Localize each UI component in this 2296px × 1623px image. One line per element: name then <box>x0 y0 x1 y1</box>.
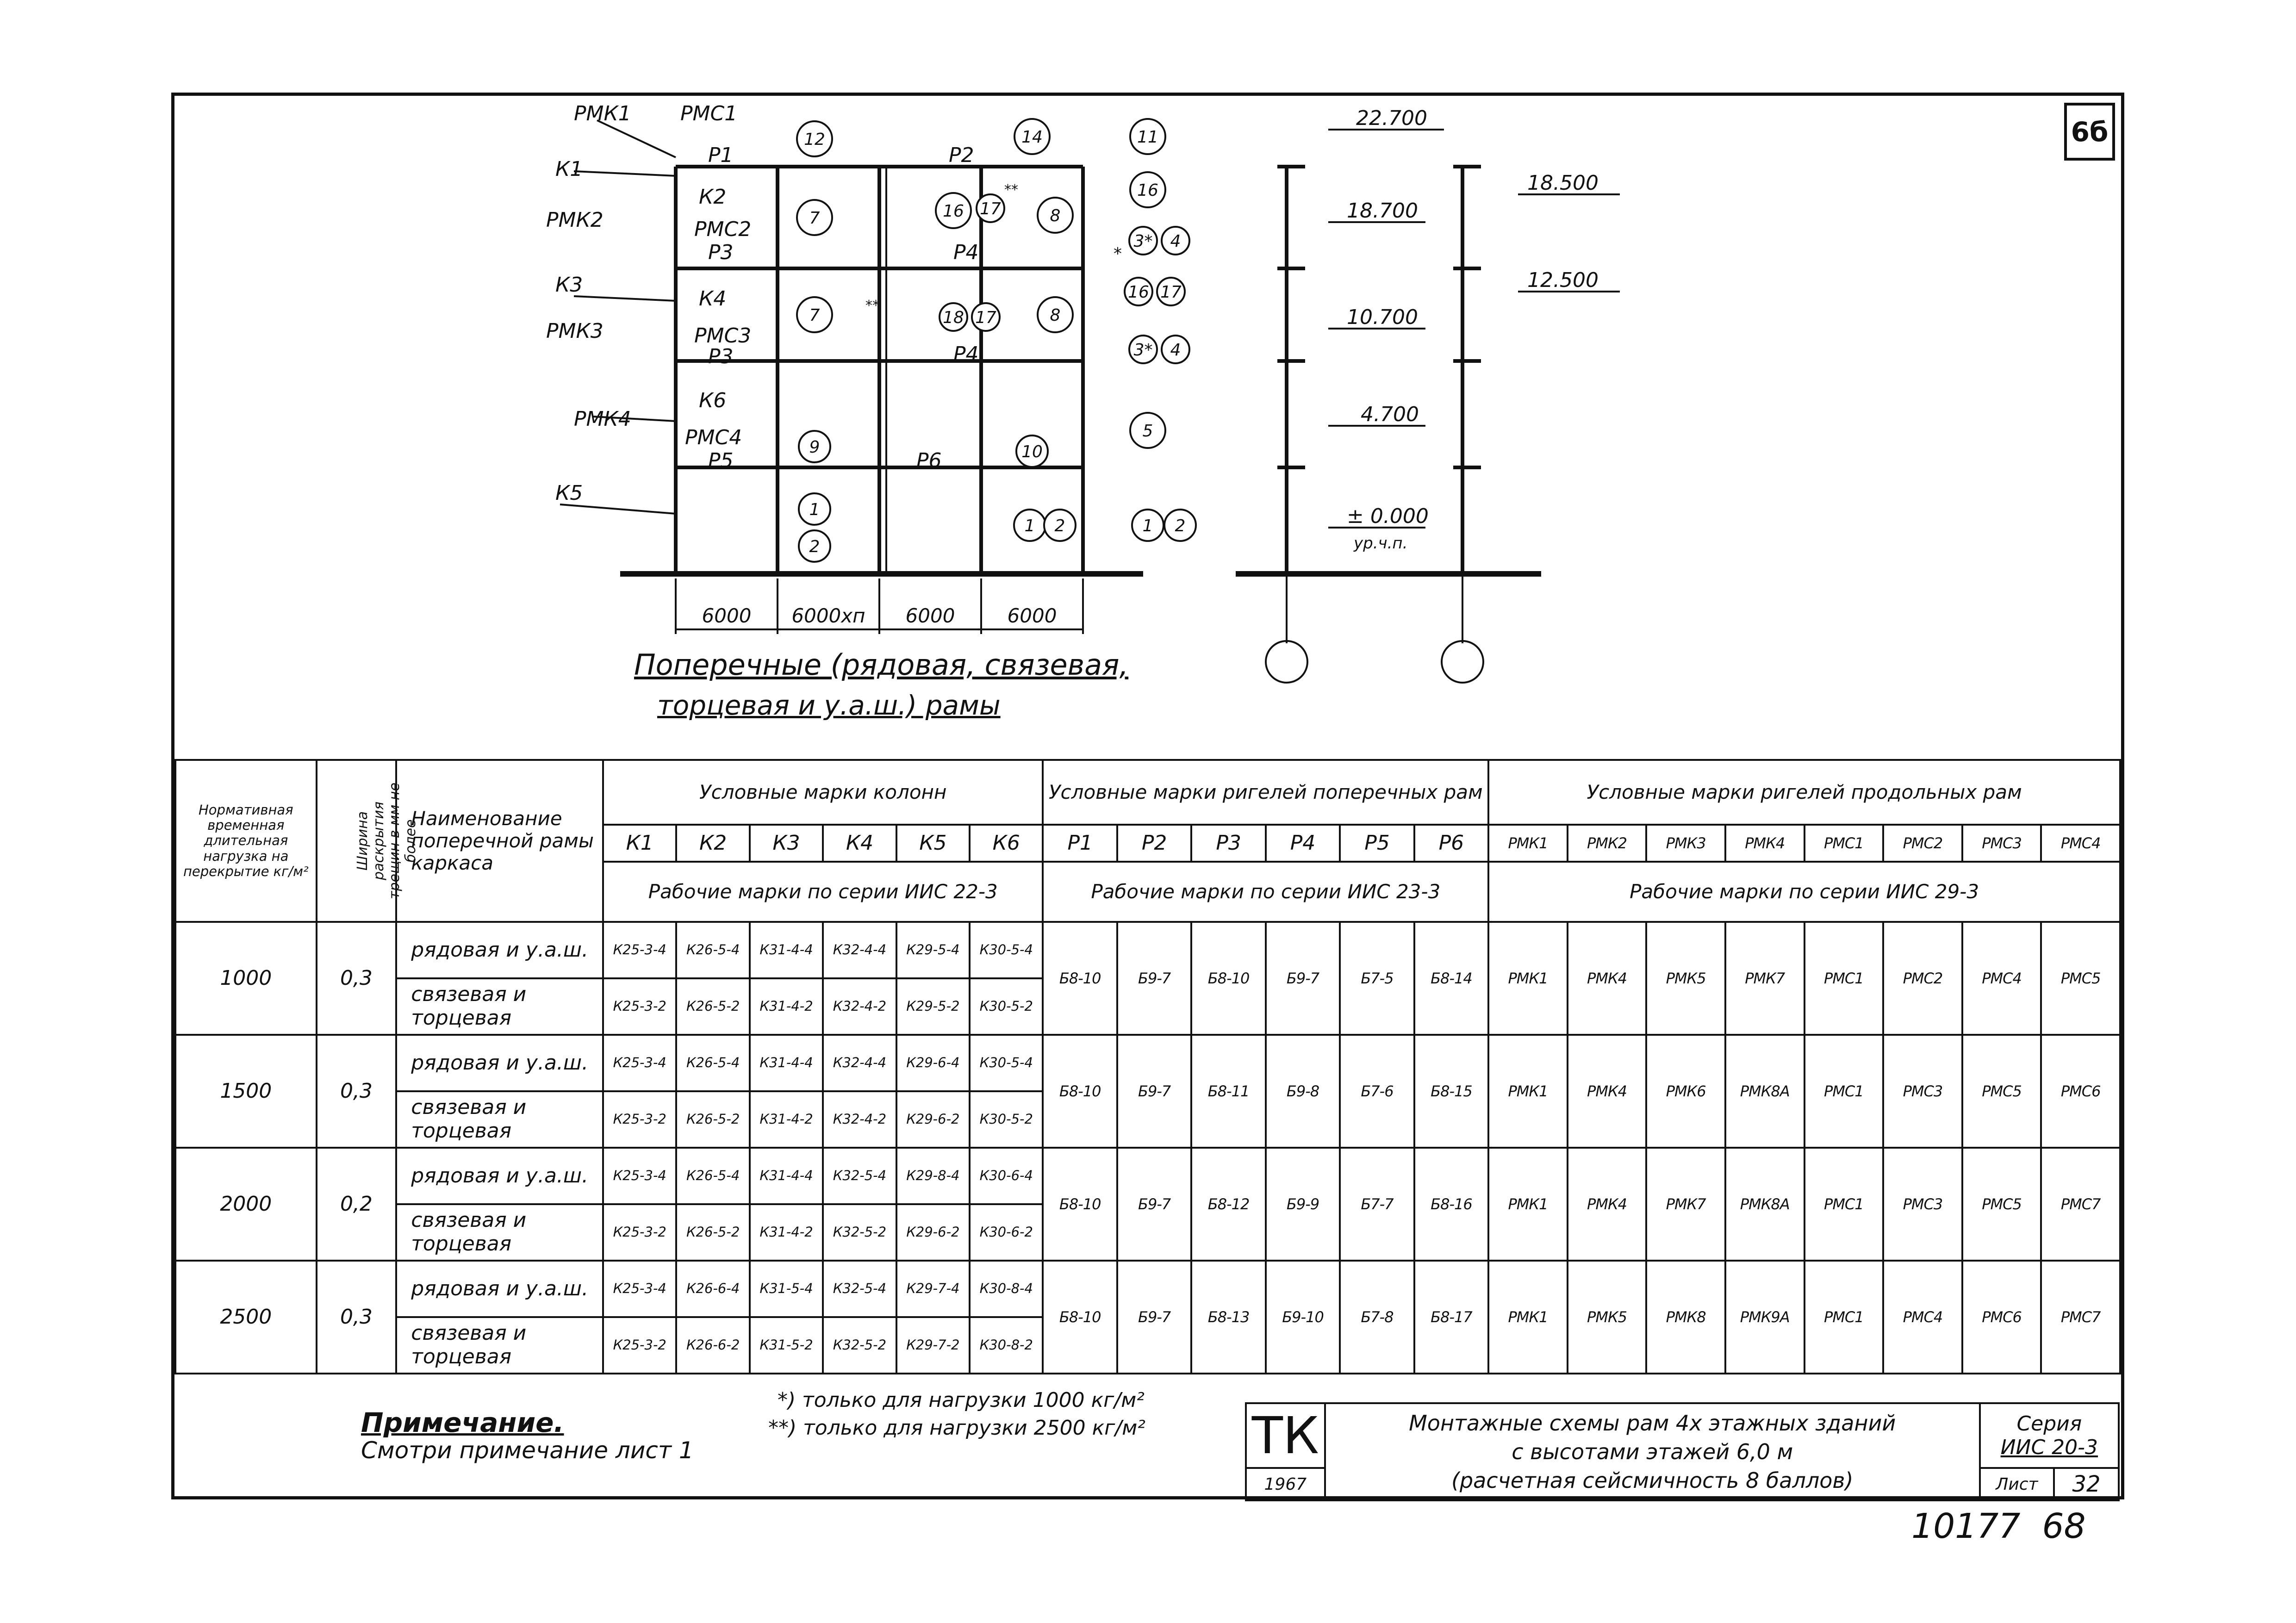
long-mark: РМС1 <box>1804 825 1884 862</box>
column-value: К26-5-2 <box>676 978 749 1035</box>
long-mark: РМС3 <box>1962 825 2041 862</box>
column-value: К31-4-2 <box>750 978 823 1035</box>
label-rmc1: РМС1 <box>680 102 738 125</box>
column-mark: К4 <box>823 825 896 862</box>
column-mark: К6 <box>970 825 1043 862</box>
circle-label: 4 <box>1170 341 1181 360</box>
column-value: К31-5-4 <box>750 1261 823 1317</box>
label-k3: К3 <box>555 273 583 297</box>
beam-value: Б9-7 <box>1117 1261 1191 1374</box>
column-value: К30-5-4 <box>970 1035 1043 1091</box>
long-beam-value: РМС1 <box>1804 1035 1884 1148</box>
long-beam-value: РМС1 <box>1804 1261 1884 1374</box>
columns-series: Рабочие марки по серии ИИС 22-3 <box>603 862 1043 922</box>
circle-label: 16 <box>1128 283 1149 302</box>
long-beam-value: РМК4 <box>1568 1148 1647 1261</box>
beams-series: Рабочие марки по серии ИИС 23-3 <box>1043 862 1488 922</box>
label-k4: К4 <box>699 287 727 311</box>
beam-value: Б8-13 <box>1191 1261 1265 1374</box>
beam-value: Б8-10 <box>1043 922 1117 1035</box>
column-value: К32-5-2 <box>823 1317 896 1374</box>
column-value: К29-6-2 <box>896 1204 970 1261</box>
header-crack: Ширина раскрытия трещин в мм не более <box>317 760 397 922</box>
column-value: К26-5-2 <box>676 1204 749 1261</box>
column-value: К31-4-4 <box>750 922 823 978</box>
circle-label: 2 <box>1054 516 1065 535</box>
label-rmk2: РМК2 <box>546 208 604 232</box>
stamp-series: Серия ИИС 20-3 <box>1980 1403 2119 1468</box>
column-value: К31-5-2 <box>750 1317 823 1374</box>
beam-value: Б9-7 <box>1117 1148 1191 1261</box>
column-value: К25-3-4 <box>603 1148 676 1204</box>
header-frame-name: Наименование поперечной рамы каркаса <box>396 760 603 922</box>
elev-floor-level: ур.ч.п. <box>1354 534 1408 553</box>
beam-value: Б7-7 <box>1340 1148 1414 1261</box>
long-beam-value: РМК1 <box>1488 1261 1568 1374</box>
frame-name-tie: связевая и торцевая <box>396 1204 603 1261</box>
circle-label: 3* <box>1133 341 1153 360</box>
column-value: К25-3-2 <box>603 978 676 1035</box>
label-k6: К6 <box>699 389 727 412</box>
note-text: Смотри примечание лист 1 <box>361 1437 694 1464</box>
long-beam-value: РМС4 <box>1962 922 2041 1035</box>
long-beam-value: РМС6 <box>1962 1261 2041 1374</box>
frame-name-ordinary: рядовая и у.а.ш. <box>396 1035 603 1091</box>
column-mark: К3 <box>750 825 823 862</box>
long-beam-value: РМК1 <box>1488 1035 1568 1148</box>
stamp-title: Монтажные схемы рам 4х этажных зданий с высотами этажей 6,0 м (расчетная сейсмичность 8 баллов) <box>1325 1403 1980 1500</box>
load-value: 1500 <box>175 1035 317 1148</box>
column-value: К31-4-2 <box>750 1091 823 1148</box>
column-value: К26-5-4 <box>676 1035 749 1091</box>
beam-value: Б9-10 <box>1266 1261 1340 1374</box>
frame-name-tie: связевая и торцевая <box>396 978 603 1035</box>
load-value: 2000 <box>175 1148 317 1261</box>
header-beams-group: Условные марки ригелей поперечных рам <box>1043 760 1488 825</box>
circle-label: 17 <box>980 199 1001 218</box>
long-mark: РМС2 <box>1883 825 1962 862</box>
circle-label: 10 <box>1021 442 1043 461</box>
long-beam-value: РМС6 <box>2041 1035 2120 1148</box>
long-beam-value: РМК1 <box>1488 922 1568 1035</box>
column-value: К25-3-4 <box>603 922 676 978</box>
circle-label: 9 <box>809 438 820 457</box>
label-rmk4: РМК4 <box>574 407 631 431</box>
label-p1: Р1 <box>708 143 734 167</box>
beam-value: Б9-9 <box>1266 1148 1340 1261</box>
frame-caption-line1: Поперечные (рядовая, связевая, <box>634 648 1129 682</box>
circle-label: 16 <box>943 202 964 221</box>
span-label: 6000хп <box>791 604 865 627</box>
column-value: К32-4-2 <box>823 978 896 1035</box>
frame-caption-line2: торцевая и у.а.ш.) рамы <box>657 690 1001 721</box>
long-mark: РМК3 <box>1646 825 1725 862</box>
column-value: К25-3-2 <box>603 1204 676 1261</box>
column-mark: К1 <box>603 825 676 862</box>
circle-label: 11 <box>1137 128 1158 147</box>
elev-22700: 22.700 <box>1356 106 1427 130</box>
column-value: К32-4-4 <box>823 922 896 978</box>
circle-label: 12 <box>804 130 825 149</box>
header-columns-group: Условные марки колонн <box>603 760 1043 825</box>
column-value: К32-5-4 <box>823 1261 896 1317</box>
circle-label: * <box>1114 244 1122 263</box>
label-rmk1: РМК1 <box>574 102 631 125</box>
circle-label: 1 <box>809 500 820 519</box>
crack-value: 0,3 <box>317 1035 397 1148</box>
beam-mark: Р2 <box>1117 825 1191 862</box>
column-value: К30-6-4 <box>970 1148 1043 1204</box>
long-beam-value: РМК1 <box>1488 1148 1568 1261</box>
header-load: Нормативная временная длительная нагрузка на перекрытие кг/м² <box>175 760 317 922</box>
note-star1: *) только для нагрузки 1000 кг/м² <box>778 1388 1145 1412</box>
circle-label: 1 <box>1142 516 1153 535</box>
column-value: К30-5-2 <box>970 978 1043 1035</box>
frame-scheme <box>546 102 1217 634</box>
column-value: К29-6-4 <box>896 1035 970 1091</box>
elev-18700: 18.700 <box>1347 199 1418 223</box>
beam-mark: Р6 <box>1414 825 1488 862</box>
crack-value: 0,3 <box>317 1261 397 1374</box>
stamp-sheet-number: 32 <box>2054 1468 2119 1500</box>
long-beam-value: РМС7 <box>2041 1261 2120 1374</box>
column-value: К32-4-2 <box>823 1091 896 1148</box>
label-rmc2: РМС2 <box>694 218 752 241</box>
label-k2: К2 <box>699 185 727 209</box>
section-scheme <box>1222 102 1638 690</box>
label-double-star-b: ** <box>865 298 879 314</box>
label-p3-b: Р3 <box>708 345 734 368</box>
long-beam-value: РМС7 <box>2041 1148 2120 1261</box>
circle-label: 3* <box>1133 232 1153 251</box>
circle-label: 17 <box>975 308 996 327</box>
long-beam-value: РМК5 <box>1646 922 1725 1035</box>
column-value: К32-5-4 <box>823 1148 896 1204</box>
span-label: 6000 <box>1007 604 1057 627</box>
beam-value: Б8-11 <box>1191 1035 1265 1148</box>
long-beam-value: РМК4 <box>1568 922 1647 1035</box>
long-beam-value: РМС1 <box>1804 922 1884 1035</box>
beam-mark: Р4 <box>1266 825 1340 862</box>
span-label: 6000 <box>702 604 752 627</box>
long-beam-value: РМС4 <box>1883 1261 1962 1374</box>
circle-label: 2 <box>809 537 820 556</box>
column-value: К30-8-4 <box>970 1261 1043 1317</box>
circle-label: 7 <box>809 209 820 228</box>
long-beam-value: РМС5 <box>1962 1035 2041 1148</box>
beam-mark: Р1 <box>1043 825 1117 862</box>
column-value: К29-5-2 <box>896 978 970 1035</box>
label-rmk3: РМК3 <box>546 319 604 343</box>
circle-label: 1 <box>1024 516 1035 535</box>
long-beam-value: РМС5 <box>1962 1148 2041 1261</box>
beam-value: Б8-10 <box>1043 1261 1117 1374</box>
load-value: 1000 <box>175 922 317 1035</box>
column-value: К29-7-4 <box>896 1261 970 1317</box>
column-value: К30-5-4 <box>970 922 1043 978</box>
label-p4-b: Р4 <box>953 342 979 366</box>
column-value: К26-5-4 <box>676 1148 749 1204</box>
long-beam-value: РМС5 <box>2041 922 2120 1035</box>
circle-label: 17 <box>1160 283 1182 302</box>
column-value: К25-3-2 <box>603 1091 676 1148</box>
circle-label: 18 <box>943 308 964 327</box>
elev-10700: 10.700 <box>1347 305 1418 329</box>
column-value: К29-7-2 <box>896 1317 970 1374</box>
long-beam-value: РМС3 <box>1883 1035 1962 1148</box>
long-beam-value: РМК7 <box>1646 1148 1725 1261</box>
elev-18500: 18.500 <box>1527 171 1599 195</box>
frame-name-ordinary: рядовая и у.а.ш. <box>396 1148 603 1204</box>
label-p4-a: Р4 <box>953 241 979 264</box>
label-p2: Р2 <box>949 143 974 167</box>
label-k1: К1 <box>555 157 583 181</box>
beam-mark: Р5 <box>1340 825 1414 862</box>
long-beam-value: РМК6 <box>1646 1035 1725 1148</box>
beam-value: Б8-10 <box>1043 1148 1117 1261</box>
column-value: К25-3-4 <box>603 1035 676 1091</box>
long-mark: РМК4 <box>1725 825 1804 862</box>
title-block <box>1245 1402 2120 1501</box>
crack-value: 0,2 <box>317 1148 397 1261</box>
beam-value: Б8-12 <box>1191 1148 1265 1261</box>
stamp-sheet-label: Лист <box>1980 1468 2054 1500</box>
crack-value: 0,3 <box>317 922 397 1035</box>
tk-logo: ТК <box>1246 1403 1325 1468</box>
long-beam-value: РМК8А <box>1725 1035 1804 1148</box>
long-beam-value: РМК8А <box>1725 1148 1804 1261</box>
note-title: Примечание. <box>361 1407 564 1438</box>
column-mark: К2 <box>676 825 749 862</box>
circle-label: 16 <box>1137 181 1158 200</box>
long-beam-value: РМК4 <box>1568 1035 1647 1148</box>
beam-value: Б7-6 <box>1340 1035 1414 1148</box>
spec-table <box>174 759 2121 1374</box>
label-p6: Р6 <box>916 449 942 473</box>
label-k5: К5 <box>555 481 583 505</box>
circle-label: 8 <box>1050 306 1061 325</box>
circle-label: 5 <box>1142 422 1153 441</box>
beam-value: Б8-16 <box>1414 1148 1488 1261</box>
elev-4700: 4.700 <box>1361 403 1419 426</box>
label-p3-a: Р3 <box>708 241 734 264</box>
long-beam-value: РМК5 <box>1568 1261 1647 1374</box>
beam-value: Б9-8 <box>1266 1035 1340 1148</box>
column-value: К25-3-4 <box>603 1261 676 1317</box>
column-value: К32-5-2 <box>823 1204 896 1261</box>
long-mark: РМС4 <box>2041 825 2120 862</box>
beam-mark: Р3 <box>1191 825 1265 862</box>
column-value: К30-6-2 <box>970 1204 1043 1261</box>
beam-value: Б9-7 <box>1117 1035 1191 1148</box>
beam-value: Б9-7 <box>1266 922 1340 1035</box>
frame-name-ordinary: рядовая и у.а.ш. <box>396 922 603 978</box>
footer-number: 10177 68 <box>1911 1506 2086 1546</box>
elev-0000: ± 0.000 <box>1347 504 1429 528</box>
column-mark: К5 <box>896 825 970 862</box>
column-value: К31-4-2 <box>750 1204 823 1261</box>
label-rmc4: РМС4 <box>685 426 742 449</box>
label-double-star-a: ** <box>1004 182 1018 198</box>
beam-value: Б7-5 <box>1340 922 1414 1035</box>
column-value: К30-8-2 <box>970 1317 1043 1374</box>
beam-value: Б7-8 <box>1340 1261 1414 1374</box>
elev-12500: 12.500 <box>1527 268 1599 292</box>
span-label: 6000 <box>905 604 955 627</box>
long-beam-value: РМС2 <box>1883 922 1962 1035</box>
circle-label: 14 <box>1021 128 1043 147</box>
column-value: К29-8-4 <box>896 1148 970 1204</box>
stamp-year: 1967 <box>1246 1468 1325 1500</box>
long-mark: РМК2 <box>1568 825 1647 862</box>
long-beam-value: РМС1 <box>1804 1148 1884 1261</box>
sheet-corner-number: 6б <box>2064 103 2115 161</box>
beam-value: Б8-14 <box>1414 922 1488 1035</box>
column-value: К26-6-2 <box>676 1317 749 1374</box>
long-beam-value: РМС3 <box>1883 1148 1962 1261</box>
beam-value: Б8-15 <box>1414 1035 1488 1148</box>
circle-label: 2 <box>1175 516 1186 535</box>
long-beam-value: РМК7 <box>1725 922 1804 1035</box>
column-value: К26-5-4 <box>676 922 749 978</box>
long-beam-value: РМК8 <box>1646 1261 1725 1374</box>
column-value: К30-5-2 <box>970 1091 1043 1148</box>
beam-value: Б9-7 <box>1117 922 1191 1035</box>
circle-label: 8 <box>1050 206 1061 225</box>
frame-name-tie: связевая и торцевая <box>396 1091 603 1148</box>
note-star2: **) только для нагрузки 2500 кг/м² <box>768 1416 1145 1440</box>
long-series: Рабочие марки по серии ИИС 29-3 <box>1488 862 2120 922</box>
circle-label: 4 <box>1170 232 1181 251</box>
column-value: К26-6-4 <box>676 1261 749 1317</box>
column-value: К25-3-2 <box>603 1317 676 1374</box>
long-beam-value: РМК9А <box>1725 1261 1804 1374</box>
column-value: К31-4-4 <box>750 1148 823 1204</box>
frame-name-tie: связевая и торцевая <box>396 1317 603 1374</box>
column-value: К29-6-2 <box>896 1091 970 1148</box>
beam-value: Б8-10 <box>1191 922 1265 1035</box>
load-value: 2500 <box>175 1261 317 1374</box>
beam-value: Б8-10 <box>1043 1035 1117 1148</box>
beam-value: Б8-17 <box>1414 1261 1488 1374</box>
column-value: К26-5-2 <box>676 1091 749 1148</box>
column-value: К29-5-4 <box>896 922 970 978</box>
column-value: К31-4-4 <box>750 1035 823 1091</box>
label-p5: Р5 <box>708 449 734 473</box>
label-rmc3: РМС3 <box>694 324 752 348</box>
header-long-group: Условные марки ригелей продольных рам <box>1488 760 2120 825</box>
circle-label: 7 <box>809 306 820 325</box>
long-mark: РМК1 <box>1488 825 1568 862</box>
frame-name-ordinary: рядовая и у.а.ш. <box>396 1261 603 1317</box>
column-value: К32-4-4 <box>823 1035 896 1091</box>
